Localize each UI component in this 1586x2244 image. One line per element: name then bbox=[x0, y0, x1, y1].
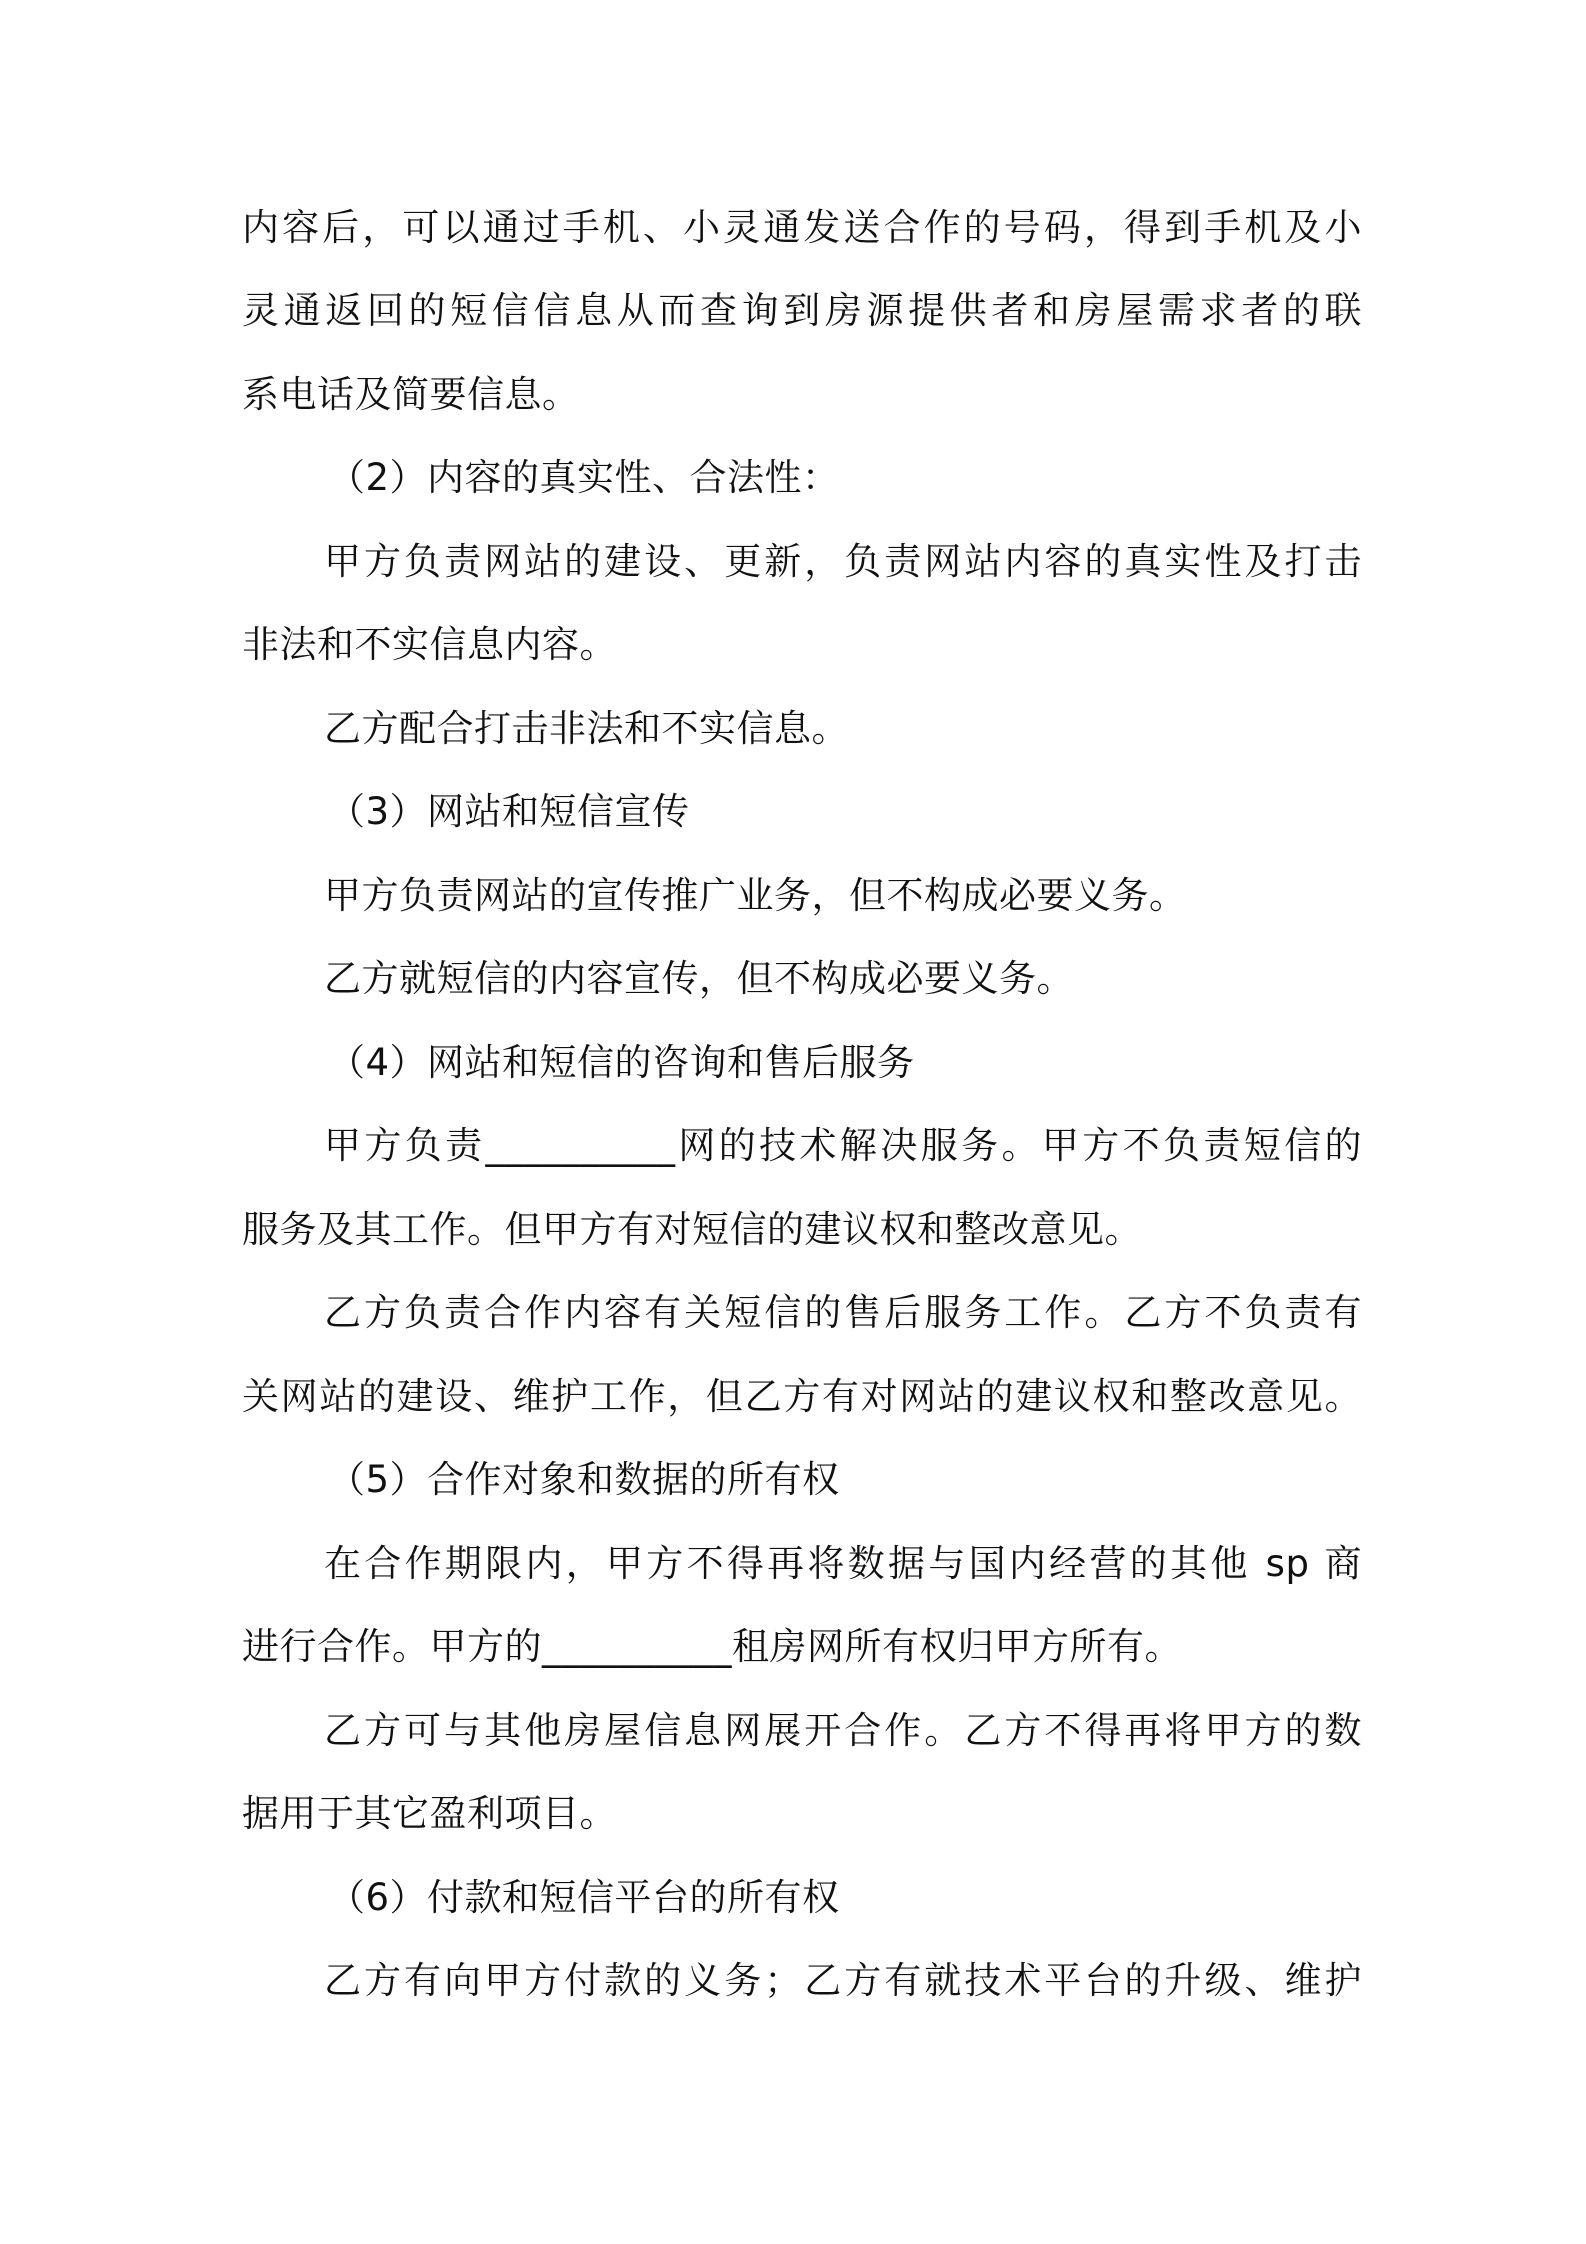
body-text-line: 甲方负责网站的建设、更新，负责网站内容的真实性及打击 bbox=[324, 540, 1362, 583]
section-heading-6: （6）付款和短信平台的所有权 bbox=[328, 1876, 840, 1919]
body-text-line: 甲方负责__________网的技术解决服务。甲方不负责短信的 bbox=[324, 1124, 1362, 1167]
body-text-line: 甲方负责网站的宣传推广业务，但不构成必要义务。 bbox=[324, 874, 1187, 917]
body-text-line: 灵通返回的短信信息从而查询到房源提供者和房屋需求者的联 bbox=[242, 289, 1362, 332]
body-text-line: 在合作期限内，甲方不得再将数据与国内经营的其他 sp 商 bbox=[324, 1542, 1362, 1585]
section-heading-4: （4）网站和短信的咨询和售后服务 bbox=[328, 1041, 915, 1084]
body-text-line: 据用于其它盈利项目。 bbox=[242, 1792, 617, 1835]
body-text-line: 服务及其工作。但甲方有对短信的建议权和整改意见。 bbox=[242, 1208, 1142, 1251]
section-heading-2: （2）内容的真实性、合法性： bbox=[328, 456, 840, 499]
body-text-line: 非法和不实信息内容。 bbox=[242, 623, 617, 666]
body-text-line: 关网站的建设、维护工作，但乙方有对网站的建议权和整改意见。 bbox=[242, 1375, 1362, 1418]
body-text-line: 乙方负责合作内容有关短信的售后服务工作。乙方不负责有 bbox=[324, 1291, 1362, 1334]
body-text-line: 进行合作。甲方的__________租房网所有权归甲方所有。 bbox=[242, 1625, 1182, 1668]
body-text-line: 系电话及简要信息。 bbox=[242, 373, 580, 416]
body-text-line: 乙方可与其他房屋信息网展开合作。乙方不得再将甲方的数 bbox=[324, 1709, 1362, 1752]
body-text-line: 乙方就短信的内容宣传，但不构成必要义务。 bbox=[324, 957, 1074, 1000]
body-text-line: 乙方配合打击非法和不实信息。 bbox=[324, 707, 849, 750]
section-heading-5: （5）合作对象和数据的所有权 bbox=[328, 1458, 840, 1501]
body-text-line: 乙方有向甲方付款的义务；乙方有就技术平台的升级、维护 bbox=[324, 1959, 1362, 2002]
body-text-line: 内容后，可以通过手机、小灵通发送合作的号码，得到手机及小 bbox=[242, 206, 1362, 249]
section-heading-3: （3）网站和短信宣传 bbox=[328, 790, 690, 833]
